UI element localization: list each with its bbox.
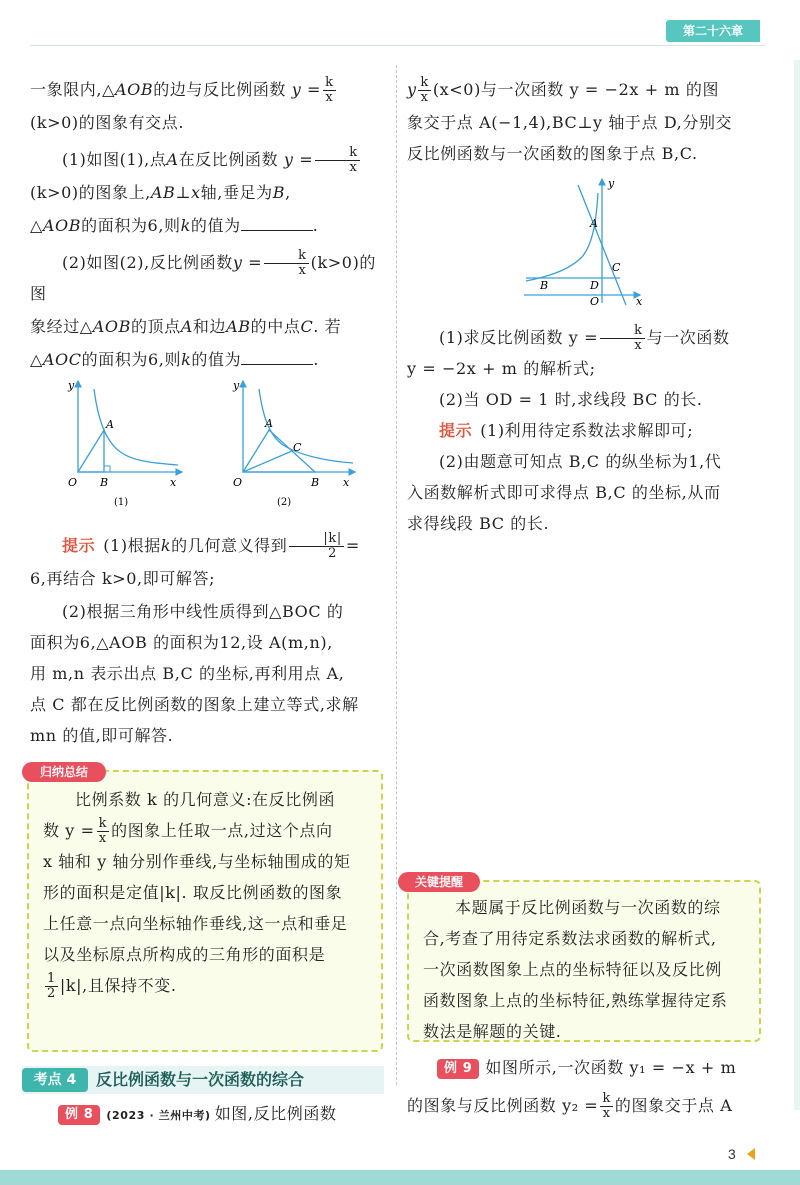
keypoint-tag: 关键提醒	[398, 872, 480, 892]
point-b-label: B	[540, 279, 549, 292]
question-1-line-3: △AOB的面积为6,则k的值为 .	[30, 216, 319, 235]
triangle-aob	[78, 430, 104, 472]
y-label: y	[608, 177, 615, 190]
figure-2	[225, 375, 365, 515]
figure-example-8	[520, 175, 660, 310]
fraction-abs-k-over-2: $\frac{|k|}{2}$	[289, 532, 343, 561]
x-label: x	[170, 476, 177, 489]
fraction-k-over-x-2: $\frac{k}{x}$	[420, 75, 429, 105]
hint-label: 提示	[439, 421, 473, 440]
left-column	[30, 74, 385, 375]
summary-box	[27, 770, 383, 1052]
example-8-line-2: y $\frac{k}{x}$ (x<0)与一次函数 y = −2x + m 的图	[407, 75, 720, 105]
hint-label: 提示	[62, 536, 96, 555]
fraction-k-over-x: $\frac{k}{x}$	[98, 816, 108, 846]
hint-2-line-3: 用 m,n 表示出点 B,C 的坐标,再利用点 A,	[30, 664, 345, 683]
summary-line-4: 形的面积是定值|k|. 取反比例函数的图象	[43, 883, 343, 902]
point-c-label: C	[293, 441, 302, 454]
keypoint-box	[407, 880, 761, 1042]
hint-2-line-4: 点 C 都在反比例函数的图象上建立等式,求解	[30, 695, 359, 714]
r-question-1-line-2: y = −2x + m 的解析式;	[407, 359, 596, 378]
summary-line-6: 以及坐标原点所构成的三角形的面积是	[43, 945, 326, 964]
right-angle-mark	[104, 466, 110, 472]
r-hint-2-line-1: (2)由题意可知点 B,C 的纵坐标为1,代	[439, 452, 722, 471]
answer-blank[interactable]	[241, 349, 313, 365]
fraction-k-over-x: $\frac{k}{x}$	[325, 75, 334, 105]
example-9-line-2: 的图象与反比例函数 y₂ = $\frac{k}{x}$ 的图象交于点 A	[407, 1091, 733, 1121]
example-8-line-3: 象交于点 A(−1,4),BC⊥y 轴于点 D,分别交	[407, 113, 733, 132]
section-badge: 考点 4	[22, 1068, 88, 1092]
hyperbola-curve	[259, 389, 353, 463]
keypoint-line-1: 本题属于反比例函数与一次函数的综	[455, 898, 721, 917]
header-rule	[30, 45, 765, 46]
keypoint-line-2: 合,考查了用待定系数法求函数的解析式,	[423, 929, 717, 948]
x-label: x	[343, 476, 350, 489]
keypoint-line-3: 一次函数图象上点的坐标特征以及反比例	[423, 960, 722, 979]
intro-line-1: 一象限内,△AOB的边与反比例函数 y = $\frac{k}{x}$	[30, 75, 334, 105]
r-question-1-line-1: (1)求反比例函数 y = $\frac{k}{x}$ 与一次函数	[439, 323, 730, 353]
r-question-2: (2)当 OD = 1 时,求线段 BC 的长.	[439, 390, 703, 409]
right-questions	[407, 322, 765, 539]
page-number: 3	[728, 1146, 736, 1162]
r-hint-2-line-2: 入函数解析式即可求得点 B,C 的坐标,从而	[407, 483, 721, 502]
point-d-label: D	[590, 279, 599, 292]
question-2-line-2: 象经过△AOB的顶点A和边AB的中点C. 若	[30, 317, 342, 336]
summary-line-3: x 轴和 y 轴分别作垂线,与坐标轴围成的矩	[43, 852, 351, 871]
hint-2-line-5: mn 的值,即可解答.	[30, 726, 174, 745]
left-hint	[30, 530, 385, 751]
section-title: 反比例函数与一次函数的综合	[96, 1070, 305, 1089]
fraction-k-over-x: $\frac{k}{x}$	[600, 324, 644, 353]
keypoint-line-4: 函数图象上点的坐标特征,熟练掌握待定系	[423, 991, 728, 1010]
question-1-line-1: (1)如图(1),点A在反比例函数 y = $\frac{k}{x}$	[62, 145, 358, 175]
intro-line-2: (k>0)的图象有交点.	[30, 113, 185, 132]
figure-1-caption: (1)	[114, 497, 129, 508]
hint-2-line-2: 面积为6,△AOB 的面积为12,设 A(m,n),	[30, 633, 333, 652]
hyperbola-curve	[526, 193, 598, 281]
summary-tag: 归纳总结	[22, 762, 106, 782]
origin-label: O	[233, 476, 243, 489]
question-2-line-1: (2)如图(2),反比例函数y = $\frac{k}{x}$ (k>0)的图	[30, 248, 377, 303]
segment-oc	[243, 451, 292, 472]
question-1-line-2: (k>0)的图象上,AB⊥x轴,垂足为B,	[30, 183, 291, 202]
origin-label: O	[590, 295, 600, 308]
column-divider	[396, 65, 397, 1085]
hint-2-line-1: (2)根据三角形中线性质得到△BOC 的	[62, 602, 344, 621]
section-header	[22, 1066, 384, 1094]
r-hint-2-line-3: 求得线段 BC 的长.	[407, 514, 550, 533]
triangle-aob	[243, 430, 315, 472]
r-hint-1: 提示 (1)利用待定系数法求解即可;	[439, 421, 694, 440]
right-column	[407, 74, 765, 169]
figure-2-caption: (2)	[277, 497, 292, 508]
figure-1	[60, 375, 190, 515]
bottom-band	[0, 1170, 800, 1185]
fraction-k-over-x: $\frac{k}{x}$	[264, 249, 308, 278]
origin-label: O	[68, 476, 78, 489]
hint-1-line-2: 6,再结合 k>0,即可解答;	[30, 569, 216, 588]
y-label: y	[233, 379, 240, 392]
summary-line-1: 比例系数 k 的几何意义:在反比例函	[75, 790, 336, 809]
point-a-label: A	[265, 417, 273, 430]
hint-1-line-1: 提示 (1)根据k的几何意义得到 $\frac{|k|}{2}$ =	[62, 531, 360, 561]
side-bar	[794, 60, 800, 1110]
page-arrow-icon	[747, 1148, 755, 1160]
y-label: y	[68, 379, 75, 392]
summary-line-7: $\frac{1}{2}$ |k|,且保持不变.	[47, 971, 177, 1001]
keypoint-line-5: 数法是解题的关键.	[423, 1022, 562, 1041]
example-9-badge: 例 9	[437, 1059, 479, 1079]
question-2-line-3: △AOC的面积为6,则k的值为 .	[30, 350, 319, 369]
fraction-one-half: $\frac{1}{2}$	[47, 971, 56, 1001]
fraction-k-over-x: $\frac{k}{x}$	[315, 146, 359, 175]
summary-line-5: 上任意一点向坐标轴作垂线,这一点和垂足	[43, 914, 348, 933]
point-b-label: B	[100, 476, 109, 489]
summary-line-2: 数 y = $\frac{k}{x}$ 的图象上任取一点,过这个点向	[43, 816, 333, 846]
example-8-line: 例 8 (2023 · 兰州中考) 如图,反比例函数	[58, 1098, 388, 1131]
example-8-source: (2023 · 兰州中考)	[106, 1109, 211, 1122]
x-label: x	[636, 295, 643, 308]
answer-blank[interactable]	[241, 215, 313, 231]
chapter-tab: 第二十六章	[666, 20, 760, 42]
example-8-line-4: 反比例函数与一次函数的图象于点 B,C.	[407, 144, 698, 163]
point-b-label: B	[311, 476, 320, 489]
point-c-label: C	[612, 261, 621, 274]
fraction-k-over-x: $\frac{k}{x}$	[602, 1091, 611, 1121]
example-8-badge: 例 8	[58, 1105, 100, 1125]
example-9-line-1: 例 9 如图所示,一次函数 y₁ = −x + m	[437, 1052, 767, 1083]
point-a-label: A	[590, 217, 598, 230]
point-a-label: A	[106, 418, 114, 431]
